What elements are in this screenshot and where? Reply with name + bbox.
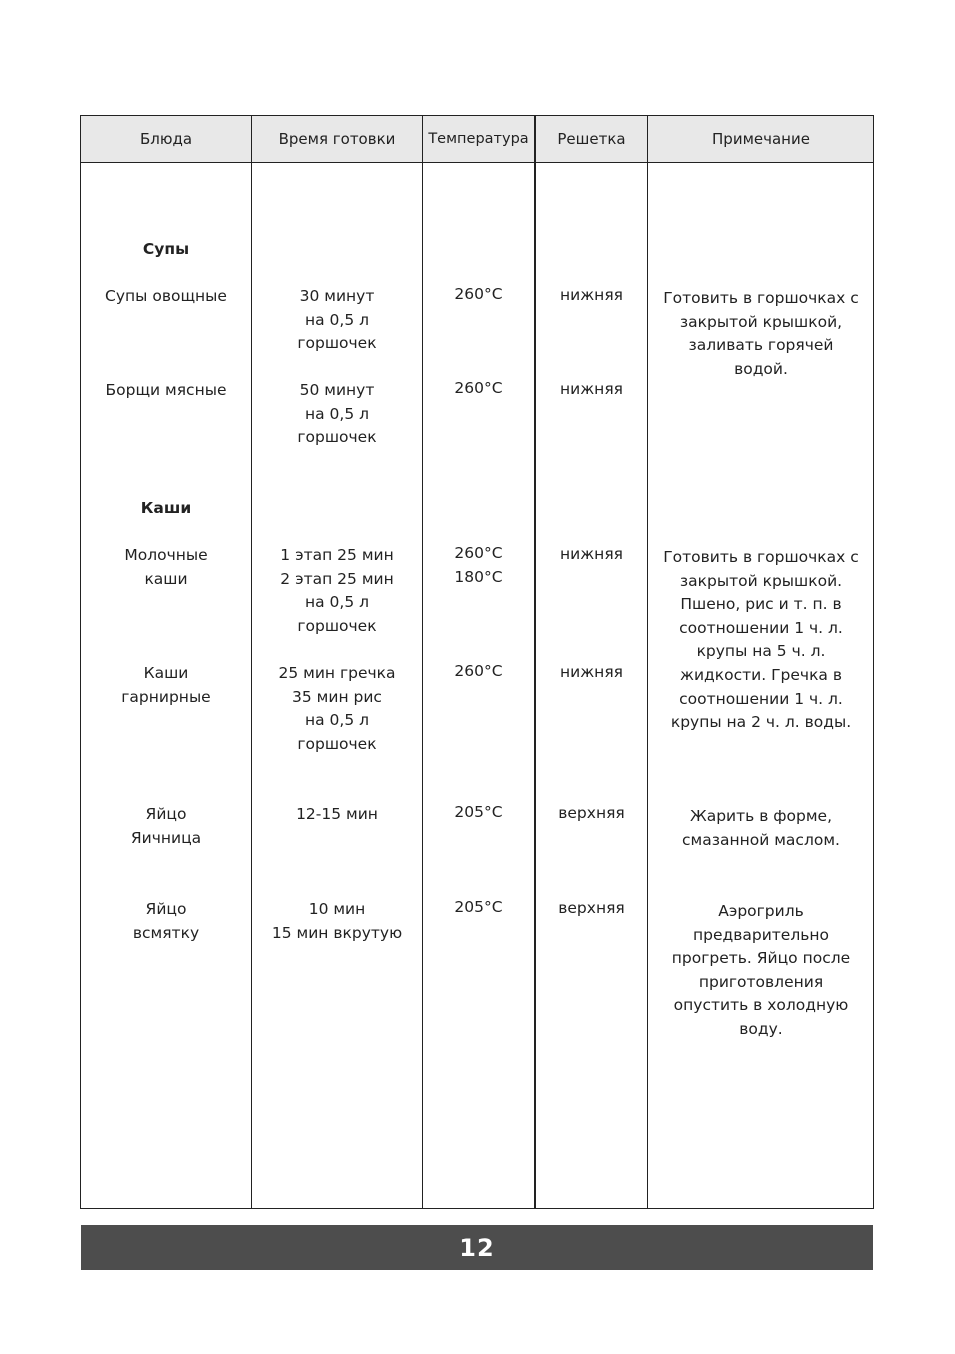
rack-cell: верхняя (558, 899, 625, 917)
dish-cell: Молочные каши (124, 546, 208, 588)
section-title-porridge: Каши (140, 499, 192, 517)
header-note: Примечание (712, 130, 810, 148)
header-cooking-time: Время готовки (278, 130, 396, 148)
time-cell: 1 этап 25 мин 2 этап 25 мин на 0,5 л горшочек (280, 546, 394, 635)
header-temperature: Температура (428, 131, 529, 147)
time-cell: 12-15 мин (296, 805, 378, 823)
section-title-soups: Супы (142, 240, 190, 258)
rack-cell: верхняя (558, 804, 625, 822)
temp-cell: 260°С (454, 662, 503, 680)
temp-cell: 205°С (454, 898, 503, 916)
rack-cell: нижняя (560, 545, 623, 563)
temp-cell: 260°С (454, 285, 503, 303)
time-cell: 50 минут на 0,5 л горшочек (297, 381, 377, 447)
page-number: 12 (459, 1233, 495, 1262)
time-cell: 10 мин 15 мин вкрутую (271, 900, 403, 942)
time-cell: 25 мин гречка 35 мин рис на 0,5 л горшочек (278, 664, 396, 753)
time-cell: 30 минут на 0,5 л горшочек (297, 287, 377, 353)
temp-cell: 260°С (454, 379, 503, 397)
header-dishes: Блюда (139, 130, 193, 148)
rack-cell: нижняя (560, 380, 623, 398)
note-cell: Готовить в горшочках с закрытой крышкой, заливать горячей водой. (663, 289, 859, 378)
note-cell: Жарить в форме, смазанной маслом. (682, 807, 840, 849)
temp-cell: 260°С 180°С (454, 544, 503, 586)
dish-cell: Каши гарнирные (121, 664, 211, 706)
note-cell: Аэрогриль предварительно прогреть. Яйцо после приготовления опустить в холодную воду. (671, 902, 851, 1038)
rack-cell: нижняя (560, 663, 623, 681)
dish-cell: Супы овощные (105, 287, 227, 305)
page-footer (81, 1225, 873, 1270)
rack-cell: нижняя (560, 286, 623, 304)
note-cell: Готовить в горшочках с закрытой крышкой. Пшено, рис и т. п. в соотношении 1 ч. л. крупы на 5 ч. л. жидкости. Гречка в соотношении 1 ч. л. крупы на 2 ч. л. воды. (663, 548, 859, 732)
dish-cell: Яйцо всмятку (132, 900, 200, 942)
dish-cell: Яйцо Яичница (130, 805, 202, 847)
cooking-table (80, 115, 874, 1209)
dish-cell: Борщи мясные (105, 381, 227, 399)
temp-cell: 205°С (454, 803, 503, 821)
header-rack: Решетка (557, 130, 626, 148)
